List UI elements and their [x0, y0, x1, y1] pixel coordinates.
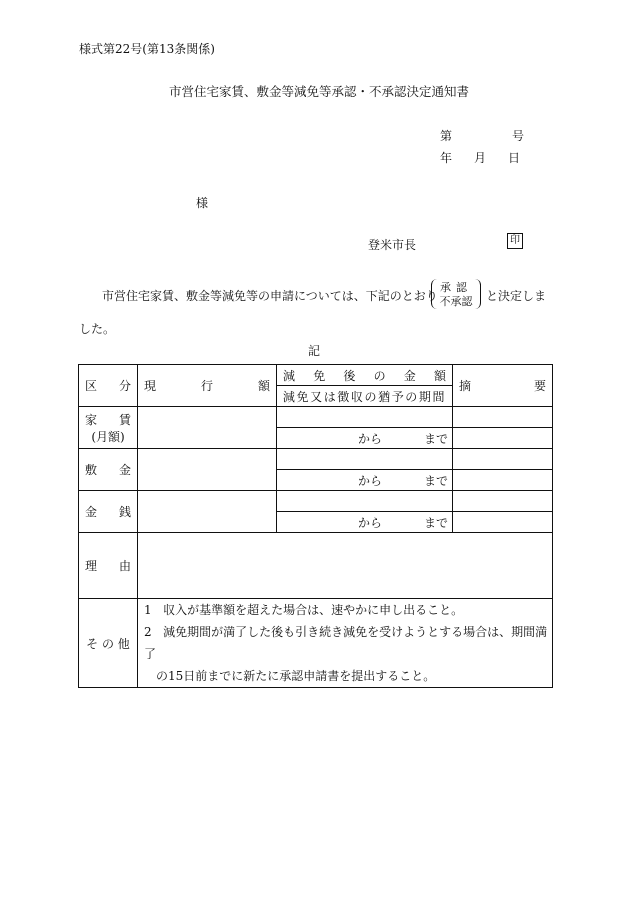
row-money-reduced [277, 491, 453, 512]
other-notes [138, 599, 553, 688]
body-text-line1: 市営住宅家賃、敷金等減免等の申請については、下記のとおり [102, 289, 438, 303]
row-deposit-reduced [277, 449, 453, 470]
seal-mark: 印 [507, 233, 523, 249]
row-deposit-current [138, 449, 277, 491]
row-deposit-remarks-2 [453, 470, 553, 491]
row-rent-remarks-2 [453, 428, 553, 449]
number-suffix: 号 [511, 129, 524, 143]
option-reject: 不承認 [439, 295, 473, 308]
reason-value [138, 533, 553, 599]
date-year: 年 [440, 151, 453, 165]
row-deposit-period: から まで [277, 470, 453, 491]
note-1: 1 収入が基準額を超えた場合は、速やかに申し出ること。 [144, 603, 464, 617]
header-period: 減免又は徴収の猶予の期間 [277, 386, 453, 407]
note-2: 2 減免期間が満了した後も引き続き減免を受けようとする場合は、期間満了 [144, 625, 548, 661]
body-text-line1-end: と決定しま [486, 289, 547, 303]
row-money-period: から まで [277, 512, 453, 533]
issuer: 登米市長 [368, 238, 417, 252]
row-rent-label: 家 賃 (月額) [79, 407, 138, 449]
other-label: そ の 他 [79, 599, 138, 688]
body-text-line2: した。 [79, 322, 116, 336]
header-reduced-amount: 減 免 後 の 金 額 [277, 365, 453, 386]
row-money-current [138, 491, 277, 533]
document-title: 市営住宅家賃、敷金等減免等承認・不承認決定通知書 [168, 84, 469, 99]
details-table [78, 364, 553, 688]
row-money-remarks [453, 491, 553, 512]
header-category: 区 分 [79, 365, 138, 407]
row-rent-reduced [277, 407, 453, 428]
addressee: 様 [196, 196, 209, 210]
date-day: 日 [507, 151, 520, 165]
number-prefix: 第 [440, 129, 453, 143]
date-month: 月 [473, 151, 486, 165]
decision-options [431, 279, 481, 309]
row-deposit-label: 敷 金 [79, 449, 138, 491]
document-number [440, 127, 524, 144]
form-number: 様式第22号(第13条関係) [79, 42, 215, 56]
option-approve: 承認 [440, 281, 472, 294]
row-rent-period: から まで [277, 428, 453, 449]
note-2-continued: の15日前までに新たに承認申請書を提出すること。 [156, 669, 436, 683]
header-current-amount: 現 行 額 [138, 365, 277, 407]
row-rent-current [138, 407, 277, 449]
row-money-label: 金 銭 [79, 491, 138, 533]
ki-heading: 記 [308, 344, 321, 358]
document-date [440, 149, 520, 166]
reason-label: 理 由 [79, 533, 138, 599]
row-deposit-remarks [453, 449, 553, 470]
header-remarks: 摘 要 [453, 365, 553, 407]
row-money-remarks-2 [453, 512, 553, 533]
row-rent-remarks [453, 407, 553, 428]
